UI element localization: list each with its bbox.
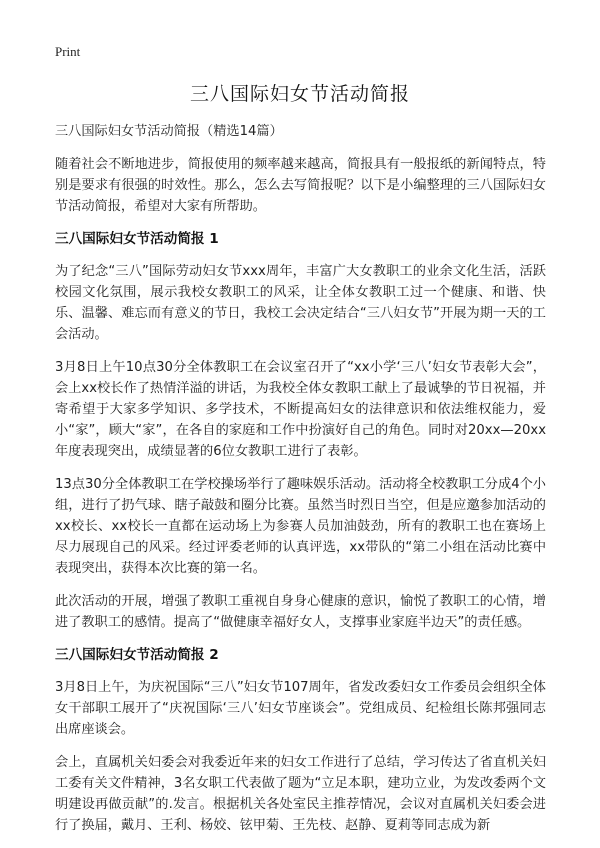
document-subtitle: 三八国际妇女节活动简报（精选14篇） — [55, 124, 283, 139]
section-paragraph: 此次活动的开展，增强了教职工重视自身身心健康的意识，愉悦了教职工的心情，增进了教职工的感情。提高了“做健康幸福好女人，支撑事业家庭半边天”的责任感。 — [55, 594, 546, 630]
section-heading: 三八国际妇女节活动简报 1 — [55, 231, 219, 247]
section-paragraph: 为了纪念“三八”国际劳动妇女节xxx周年，丰富广大女教职工的业余文化生活，活跃校园文化氛围，展示我校女教职工的风采，让全体女教职工过一个健康、和谐、快乐、温馨、难忘而有意义的节日，我校工会决定结合“三八妇女节”开展为期一天的工会活动。 — [55, 264, 546, 342]
section-2 — [55, 645, 546, 836]
section-paragraph: 3月8日上午10点30分全体教职工在会议室召开了“xx小学‘三八’妇女节表彰大会”，会上xx校长作了热情洋溢的讲话，为我校全体女教职工献上了最诚挚的节日祝福，并寄希望于大家多学知识、多学技术，不断提高妇女的法律意识和依法维权能力，爱小“家”，顾大“家”，在各自的家庭和工作中扮演好自己的角色。同时对20xx—20xx年度表现突出，成绩显著的6位女教职工进行了表彰。 — [55, 360, 546, 459]
intro-paragraph: 随着社会不断地进步，简报使用的频率越来越高，简报具有一般报纸的新闻特点，特别是要求有很强的时效性。那么，怎么去写简报呢？以下是小编整理的三八国际妇女节活动简报，希望对大家有所帮助。 — [55, 157, 546, 214]
section-heading: 三八国际妇女节活动简报 2 — [55, 647, 219, 663]
section-paragraph: 3月8日上午，为庆祝国际“三八”妇女节107周年，省发改委妇女工作委员会组织全体女干部职工展开了“庆祝国际‘三八’妇女节座谈会”。党组成员、纪检组长陈邦强同志出席座谈会。 — [55, 680, 546, 737]
section-paragraph: 会上，直属机关妇委会对我委近年来的妇女工作进行了总结，学习传达了省直机关妇工委有关文件精神，3名女职工代表做了题为“立足本职，建功立业，为发改委两个文明建设再做贡献”的.发言。根据机关各处室民主推荐情况，会议对直属机关妇委会进行了换届，戴月、王利、杨姣、铉甲菊、王先枝、赵静、夏莉等同志成为新 — [55, 755, 546, 833]
section-1 — [55, 229, 546, 633]
section-paragraph: 13点30分全体教职工在学校操场举行了趣味娱乐活动。活动将全校教职工分成4个小组，进行了扔气球、瞎子敲鼓和圈分比赛。虽然当时烈日当空，但是应邀参加活动的xx校长、xx校长一直都在运动场上为参赛人员加油鼓劲，所有的教职工也在赛场上尽力展现自己的风采。经过评委老师的认真评选，xx带队的“第二小组在活动比赛中表现突出，获得本次比赛的第一名。 — [55, 477, 546, 576]
document-title: 三八国际妇女节活动简报 — [189, 83, 410, 105]
document-body — [55, 121, 546, 848]
print-link[interactable]: Print — [55, 44, 81, 59]
